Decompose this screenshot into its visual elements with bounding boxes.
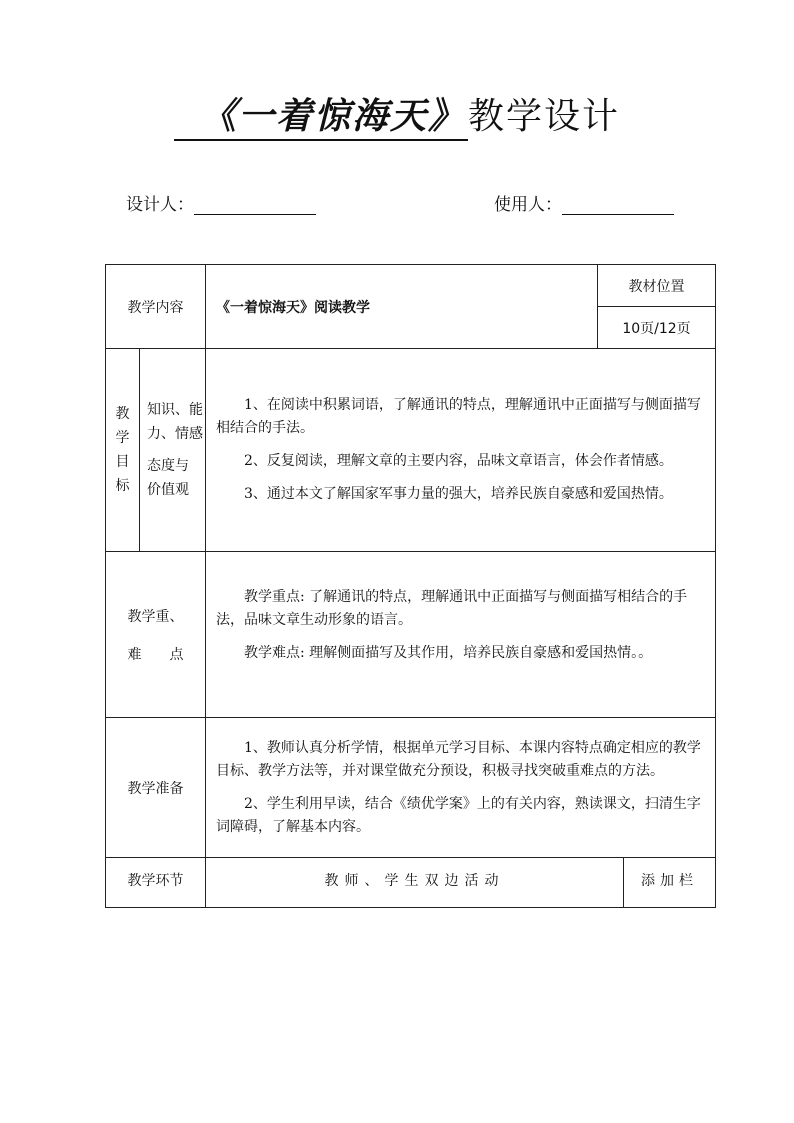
content-title: 《一着惊海天》阅读教学 xyxy=(206,265,598,349)
objectives-category-line: 知识、能 xyxy=(147,402,203,418)
objectives-label-char: 标 xyxy=(115,478,130,494)
preparation-label: 教学准备 xyxy=(106,718,206,858)
user-label: 使用人： xyxy=(494,195,562,215)
location-value: 10页/12页 xyxy=(598,307,716,349)
activity-label: 教师、学生双边活动 xyxy=(206,858,624,908)
objectives-label-char: 教 xyxy=(115,406,130,422)
content-row xyxy=(106,265,716,307)
preparation-content xyxy=(206,718,716,858)
key-points-row xyxy=(106,552,716,718)
preparation-item: 2、学生利用早读，结合《绩优学案》上的有关内容，熟读课文，扫清生字词障碍，了解基本内容。 xyxy=(216,795,701,835)
title-suffix: 教学设计 xyxy=(468,96,621,137)
objectives-label xyxy=(106,349,140,552)
key-points-label-line: 难 点 xyxy=(127,646,184,663)
user-field xyxy=(494,190,674,215)
preparation-row xyxy=(106,718,716,858)
preparation-item: 1、教师认真分析学情，根据单元学习目标、本课内容特点确定相应的教学目标、教学方法等，并对课堂做充分预设，积极寻找突破重难点的方法。 xyxy=(216,739,701,779)
objectives-row xyxy=(106,349,716,552)
content-label: 教学内容 xyxy=(106,265,206,349)
designer-field xyxy=(126,190,316,215)
lesson-plan-table xyxy=(105,264,716,908)
document-title xyxy=(0,88,794,139)
objectives-category-line: 力、情感 xyxy=(147,426,203,442)
objectives-label-char: 目 xyxy=(115,454,130,470)
user-blank-line xyxy=(562,196,674,215)
stage-label: 教学环节 xyxy=(106,858,206,908)
objectives-label-char: 学 xyxy=(115,430,130,446)
designer-label: 设计人： xyxy=(126,195,194,215)
key-point-item: 教学难点: 理解侧面描写及其作用，培养民族自豪感和爱国热情。。 xyxy=(244,645,653,661)
objectives-content xyxy=(206,349,716,552)
objectives-category-line: 价值观 xyxy=(147,482,189,498)
stage-row xyxy=(106,858,716,908)
title-book-name: 《一着惊海天》 xyxy=(174,95,468,141)
addition-label: 添加栏 xyxy=(624,858,716,908)
objective-item: 1、在阅读中积累词语，了解通讯的特点，理解通讯中正面描写与侧面描写相结合的手法。 xyxy=(216,397,701,436)
objective-item: 2、反复阅读，理解文章的主要内容，品味文章语言，体会作者情感。 xyxy=(244,453,673,469)
key-points-label-line: 教学重、 xyxy=(127,608,184,625)
key-points-label xyxy=(106,552,206,718)
objectives-category-line: 态度与 xyxy=(147,458,189,474)
designer-blank-line xyxy=(194,196,316,215)
objective-item: 3、通过本文了解国家军事力量的强大，培养民族自豪感和爱国热情。 xyxy=(244,486,673,502)
key-point-item: 教学重点: 了解通讯的特点，理解通讯中正面描写与侧面描写相结合的手法，品味文章生动形象的语言。 xyxy=(216,589,688,628)
key-points-content xyxy=(206,552,716,718)
objectives-category xyxy=(140,349,206,552)
location-label: 教材位置 xyxy=(598,265,716,307)
